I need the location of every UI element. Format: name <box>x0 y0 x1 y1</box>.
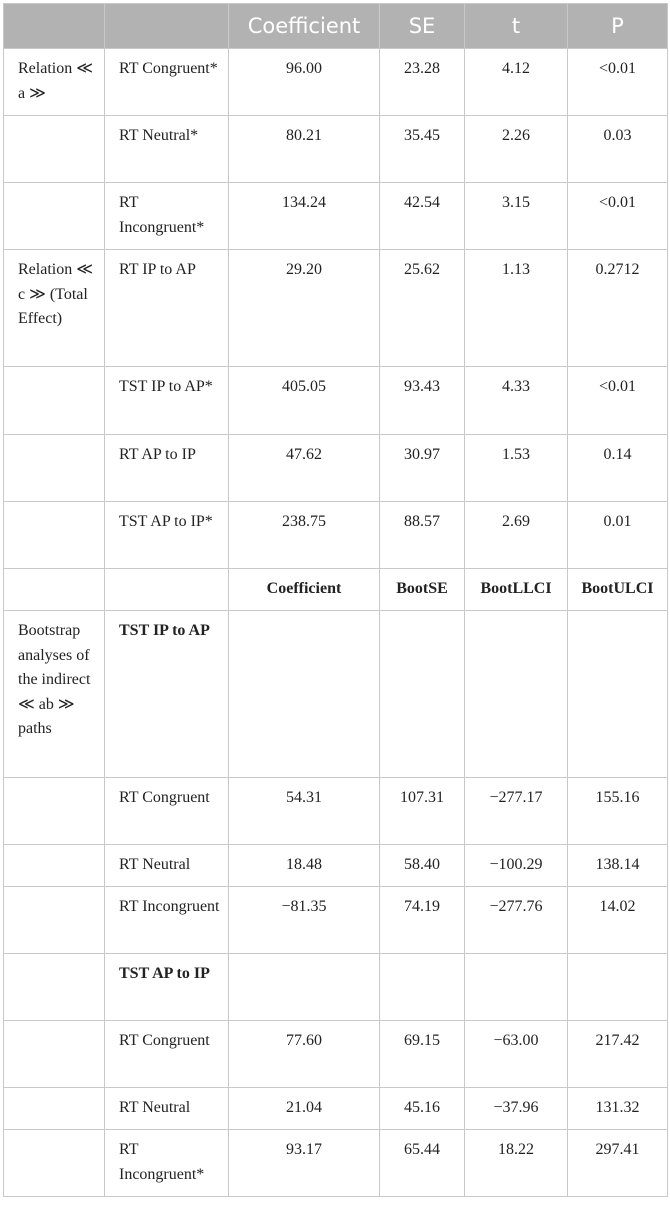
row-group <box>4 502 105 569</box>
cell-coefficient: 405.05 <box>229 367 380 435</box>
row-group <box>4 116 105 183</box>
cell-p: 217.42 <box>568 1021 668 1088</box>
row-group <box>4 954 105 1021</box>
cell-p: <0.01 <box>568 183 668 250</box>
cell-t: 4.33 <box>465 367 568 435</box>
cell-coefficient <box>229 954 380 1021</box>
cell-se: 65.44 <box>380 1130 465 1197</box>
cell-coefficient: 238.75 <box>229 502 380 569</box>
row-group <box>4 845 105 887</box>
cell-t <box>465 611 568 778</box>
cell-t: −277.76 <box>465 887 568 954</box>
cell-se: 42.54 <box>380 183 465 250</box>
cell-coefficient: 80.21 <box>229 116 380 183</box>
table-row <box>4 611 668 778</box>
cell-t: 3.15 <box>465 183 568 250</box>
cell-t: 1.13 <box>465 250 568 367</box>
cell-coefficient: 54.31 <box>229 778 380 845</box>
table-row <box>4 367 668 435</box>
subheader-bootllci: BootLLCI <box>465 569 568 611</box>
cell-t <box>465 954 568 1021</box>
cell-se <box>380 954 465 1021</box>
table-row <box>4 1130 668 1197</box>
cell-t: −277.17 <box>465 778 568 845</box>
row-label: RT Incongruent* <box>105 183 229 250</box>
row-label: RT Neutral* <box>105 116 229 183</box>
header-se: SE <box>380 4 465 49</box>
header-cell-blank-2 <box>105 4 229 49</box>
cell-p <box>568 611 668 778</box>
cell-t: 4.12 <box>465 49 568 116</box>
row-label: TST IP to AP* <box>105 367 229 435</box>
cell-se <box>380 611 465 778</box>
cell-coefficient: 47.62 <box>229 435 380 502</box>
row-group: Relation ≪ a ≫ <box>4 49 105 116</box>
row-group: Relation ≪ c ≫ (Total Effect) <box>4 250 105 367</box>
subheader-coefficient: Coefficient <box>229 569 380 611</box>
row-group <box>4 367 105 435</box>
row-label: RT Incongruent <box>105 887 229 954</box>
subheader-blank-2 <box>105 569 229 611</box>
table-row <box>4 778 668 845</box>
table-row <box>4 887 668 954</box>
cell-p: <0.01 <box>568 367 668 435</box>
header-cell-blank-1 <box>4 4 105 49</box>
header-t: t <box>465 4 568 49</box>
row-group <box>4 1021 105 1088</box>
header-row <box>4 4 668 49</box>
subheader-bootulci: BootULCI <box>568 569 668 611</box>
cell-t: −100.29 <box>465 845 568 887</box>
results-table <box>3 3 668 1197</box>
row-group <box>4 1088 105 1130</box>
table-row <box>4 502 668 569</box>
cell-se: 88.57 <box>380 502 465 569</box>
row-label: RT Neutral <box>105 1088 229 1130</box>
cell-se: 45.16 <box>380 1088 465 1130</box>
cell-coefficient: 18.48 <box>229 845 380 887</box>
cell-p: 155.16 <box>568 778 668 845</box>
row-group: Bootstrap analyses of the indirect ≪ ab ≫ paths <box>4 611 105 778</box>
cell-se: 23.28 <box>380 49 465 116</box>
row-label: RT Congruent* <box>105 49 229 116</box>
table-row <box>4 1021 668 1088</box>
cell-t: 2.69 <box>465 502 568 569</box>
row-label: RT AP to IP <box>105 435 229 502</box>
cell-se: 30.97 <box>380 435 465 502</box>
cell-coefficient: −81.35 <box>229 887 380 954</box>
cell-t: −63.00 <box>465 1021 568 1088</box>
table-row <box>4 845 668 887</box>
cell-t: −37.96 <box>465 1088 568 1130</box>
cell-p: 138.14 <box>568 845 668 887</box>
cell-coefficient: 93.17 <box>229 1130 380 1197</box>
subheader-bootse: BootSE <box>380 569 465 611</box>
cell-se: 35.45 <box>380 116 465 183</box>
row-label: RT Neutral <box>105 845 229 887</box>
cell-coefficient: 96.00 <box>229 49 380 116</box>
table-row <box>4 250 668 367</box>
cell-coefficient: 29.20 <box>229 250 380 367</box>
cell-p: <0.01 <box>568 49 668 116</box>
row-label: RT Incongruent* <box>105 1130 229 1197</box>
cell-p: 0.03 <box>568 116 668 183</box>
row-label: TST AP to IP <box>105 954 229 1021</box>
table-row <box>4 1088 668 1130</box>
cell-coefficient: 21.04 <box>229 1088 380 1130</box>
row-group <box>4 1130 105 1197</box>
cell-se: 107.31 <box>380 778 465 845</box>
row-label: RT Congruent <box>105 778 229 845</box>
row-label: TST IP to AP <box>105 611 229 778</box>
row-label: RT Congruent <box>105 1021 229 1088</box>
row-group <box>4 887 105 954</box>
row-group <box>4 183 105 250</box>
row-label: TST AP to IP* <box>105 502 229 569</box>
table-row <box>4 435 668 502</box>
cell-p: 297.41 <box>568 1130 668 1197</box>
cell-p: 0.01 <box>568 502 668 569</box>
table-row <box>4 954 668 1021</box>
cell-t: 2.26 <box>465 116 568 183</box>
cell-p: 0.2712 <box>568 250 668 367</box>
cell-t: 18.22 <box>465 1130 568 1197</box>
cell-se: 58.40 <box>380 845 465 887</box>
cell-coefficient: 134.24 <box>229 183 380 250</box>
header-p: P <box>568 4 668 49</box>
cell-coefficient: 77.60 <box>229 1021 380 1088</box>
subheader-row <box>4 569 668 611</box>
cell-t: 1.53 <box>465 435 568 502</box>
cell-se: 93.43 <box>380 367 465 435</box>
header-coefficient: Coefficient <box>229 4 380 49</box>
cell-p: 14.02 <box>568 887 668 954</box>
row-group <box>4 778 105 845</box>
row-label: RT IP to AP <box>105 250 229 367</box>
table-row <box>4 116 668 183</box>
cell-coefficient <box>229 611 380 778</box>
cell-se: 69.15 <box>380 1021 465 1088</box>
cell-p: 0.14 <box>568 435 668 502</box>
cell-se: 25.62 <box>380 250 465 367</box>
row-group <box>4 435 105 502</box>
subheader-blank-1 <box>4 569 105 611</box>
cell-p <box>568 954 668 1021</box>
table-row <box>4 49 668 116</box>
table-row <box>4 183 668 250</box>
cell-p: 131.32 <box>568 1088 668 1130</box>
cell-se: 74.19 <box>380 887 465 954</box>
